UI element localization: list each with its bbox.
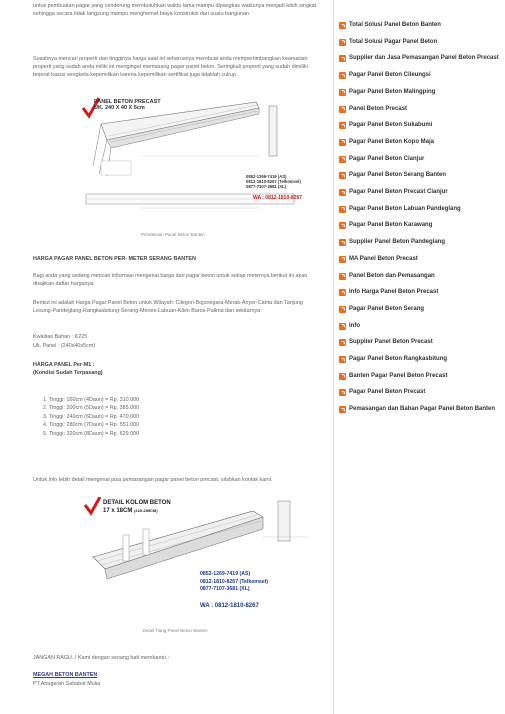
sidebar-link-label: Pagar Panel Beton Serang [349, 305, 425, 312]
harga-title: HARGA PANEL Per-M1 : [33, 362, 95, 368]
sidebar-link-label: Total Solusi Panel Beton Banten [349, 22, 441, 28]
sidebar-link-label: Supplier Panel Beton Precast [349, 339, 433, 346]
sidebar-link[interactable] [339, 89, 499, 96]
sidebar-link[interactable] [339, 389, 499, 396]
panel-beton-drawing [81, 96, 321, 226]
sidebar-link[interactable] [339, 22, 499, 29]
phone-telkomsel: 0812-1810-8267 (Telkomsel) [200, 578, 268, 585]
kolom-beton-drawing [83, 497, 313, 617]
phone-xl: 0877-7107-3681 (XL) [200, 586, 250, 592]
paragraph-wilayah: Berikut ini adalah Harga Pagar Panel Beton untuk Wilayah: Cilegon-Bojonegara-Merak-Anyer-Carita dan Tanjung Lesung-Pandeglang-Rangkasbitung-Serang-Menes-Labuan-Kibin Baros-Palima dan sekitarnya: [33, 300, 303, 314]
paragraph-info: Bagi anda yang sedang mencari informasi mengenai harga dari pagar beton untuk setiap meternya berikut ini akan disajikan daftar harganya. [33, 273, 308, 287]
sidebar-link[interactable] [339, 172, 499, 179]
sidebar-link[interactable] [339, 222, 499, 229]
blogger-icon [339, 206, 346, 213]
price-item: 5. Tinggi: 320cm (8Daun) = Rp. 629.000 [49, 430, 139, 438]
price-item: 2. Tinggi: 200cm (5Daun) = Rp. 385.000 [49, 404, 139, 412]
blogger-icon [339, 89, 346, 96]
sidebar-link-label: Supplier dan Jasa Pemasangan Panel Beton Precast [349, 55, 499, 62]
sidebar-link[interactable] [339, 72, 499, 79]
sidebar-link-label: Supplier Panel Beton Pandeglang [349, 239, 446, 246]
sidebar-link-label: Pagar Panel Beton Karawang [349, 222, 433, 229]
paragraph-cta: JANGAN RAGU..! Kami dengan senang hati membantu : [33, 655, 170, 661]
sidebar-post-list [339, 22, 499, 423]
sidebar-link[interactable] [339, 306, 499, 313]
blogger-icon [339, 139, 346, 146]
kolom-beton-figure [83, 497, 313, 617]
sidebar-link[interactable] [339, 156, 499, 163]
sidebar-link[interactable] [339, 323, 499, 330]
spec-ukuran: Uk. Panel : (240x40x5cm) [33, 343, 96, 349]
sidebar-link[interactable] [339, 106, 499, 113]
figure-title [94, 99, 161, 111]
sidebar-link-label: Panel Beton dan Pemasangan [349, 272, 435, 279]
company-subtitle: PT.Anugerah Sahabat Mulia [33, 681, 101, 687]
blogger-icon [339, 339, 346, 346]
figure2-caption: Detail Tiang Panel Beton Banten [142, 628, 208, 633]
figure2-title [103, 500, 171, 515]
checkmark-icon [85, 497, 100, 513]
blogger-icon [339, 222, 346, 229]
blogger-icon [339, 406, 346, 413]
sidebar-link-label: Pagar Panel Beton Kopo Maja [349, 138, 435, 145]
sidebar-link-label: Pagar Panel Beton Precast [349, 389, 426, 396]
phone-list [246, 174, 301, 189]
sidebar-link[interactable] [339, 55, 499, 62]
phone-list-2 [200, 571, 268, 594]
price-list [33, 396, 139, 438]
blogger-icon [339, 373, 346, 380]
whatsapp-number: WA : 0812-1810-8267 [253, 195, 303, 201]
blogger-icon [339, 256, 346, 263]
figure2-title-small: (220-285CM) [134, 508, 158, 513]
blogger-icon [339, 306, 346, 313]
phone-xl: 0877-7107-3681 (XL) [246, 184, 287, 189]
panel-beton-figure [81, 96, 321, 226]
blogger-icon [339, 172, 346, 179]
sidebar-link[interactable] [339, 339, 499, 346]
figure2-title-line1: DETAIL KOLOM BETON [103, 500, 171, 506]
paragraph-contact: Untuk info lebih detail mengenai jasa pemasangan pagar panel beton precast, silahkan kontak kami. [33, 477, 273, 483]
sidebar-link-label: Pagar Panel Beton Cileungsi [349, 72, 431, 79]
blogger-icon [339, 39, 346, 46]
blogger-icon [339, 122, 346, 129]
sidebar-link[interactable] [339, 239, 499, 246]
sidebar-link-label: Pagar Panel Beton Labuan Pandeglang [349, 205, 461, 212]
figure-title-line2: UK. 240 X 40 X 5cm [94, 105, 145, 111]
sidebar-link-label: Pagar Panel Beton Rangkasbitung [349, 356, 448, 363]
sidebar-link-label: Pagar Panel Beton Sukabumi [349, 122, 433, 129]
blogger-icon [339, 72, 346, 79]
figure2-title-line2: 17 x 18CM [103, 508, 133, 514]
blogger-icon [339, 273, 346, 280]
sidebar-link[interactable] [339, 373, 499, 380]
blogger-icon [339, 289, 346, 296]
spec-kwalitas: Kwalitas Bahan : K225 [33, 334, 88, 340]
sidebar-link-label: Total Solusi Pagar Panel Beton [349, 38, 438, 45]
sidebar-link[interactable] [339, 39, 499, 46]
sidebar-link-label: Info Harga Panel Beton Precast [349, 289, 439, 296]
sidebar-link-label: Banten Pagar Panel Beton Precast [349, 372, 448, 379]
sidebar-link[interactable] [339, 256, 499, 263]
sidebar-link[interactable] [339, 189, 499, 196]
sidebar-link-label: Panel Beton Precast [349, 105, 408, 112]
blogger-icon [339, 389, 346, 396]
figure-title-line1: PANEL BETON PRECAST [94, 99, 161, 105]
sidebar-link[interactable] [339, 356, 499, 363]
sidebar-link-label: Pagar Panel Beton Malingping [349, 88, 436, 95]
blogger-icon [339, 106, 346, 113]
sidebar-link-label: Pemasangan dan Bahan Pagar Panel Beton Banten [349, 406, 496, 413]
sidebar-link-label: Pagar Panel Beton Cianjur [349, 155, 425, 162]
blogger-icon [339, 55, 346, 62]
sidebar-link-label: MA Panel Beton Precast [349, 255, 418, 262]
price-item: 3. Tinggi: 240cm (6Daun) = Rp. 470.000 [49, 413, 139, 421]
blogger-icon [339, 323, 346, 330]
price-item: 1. Tinggi: 160cm (4Daun) = Rp. 310.000 [49, 396, 139, 404]
phone-as: 0852-1269-7419 (AS) [246, 174, 287, 179]
sidebar-link-label: Info [349, 322, 360, 329]
phone-as: 0852-1269-7419 (AS) [200, 571, 251, 577]
sidebar-link[interactable] [339, 289, 499, 296]
intro-paragraph: untuk pembuatan pagar yang cenderung membutuhkan waktu lama mampu dipangkas waktunya menjadi lebih singkat sehingga secara tidak langsung mampu menghemat biaya konstruksi dari suatu bangunan. [33, 3, 317, 17]
sidebar-link[interactable] [339, 206, 499, 213]
whatsapp-number-2: WA : 0812-1810-8267 [200, 603, 259, 609]
sidebar-link-label: Pagar Panel Beton Serang Banten [349, 172, 447, 179]
blogger-icon [339, 22, 346, 29]
sidebar-link[interactable] [339, 273, 499, 280]
blogger-icon [339, 356, 346, 363]
figure-caption: Pembesian Panel Beton Banten [141, 232, 205, 237]
blogger-icon [339, 239, 346, 246]
price-item: 4. Tinggi: 280cm (7Daun) = Rp. 551.000 [49, 421, 139, 429]
company-link[interactable]: MEGAH BETON BANTEN [33, 672, 98, 678]
sidebar-link[interactable] [339, 139, 499, 146]
blogger-icon [339, 156, 346, 163]
sidebar-link-label: Pagar Panel Beton Precast Cianjur [349, 189, 448, 196]
sidebar-link[interactable] [339, 406, 499, 413]
sidebar-divider [333, 0, 334, 714]
sidebar-link[interactable] [339, 122, 499, 129]
intro-paragraph-2: Susahnya mencari properti dan tingginya harga saat ini seharusnya membuat anda mempertimbangkan keamanan properti yang sudah anda miliki ini mengingat memasang pagar panel beton. Seringkali properti yang sudah dimiliki terjerat kasus sengketa kepemilikan karena kepemilikan sertifikat juga tidaklah cukup. [33, 56, 308, 78]
harga-subtitle: (Kondisi Sudah Terpasang) [33, 370, 103, 376]
section-heading: HARGA PAGAR PANEL BETON PER- METER SERANG BANTEN [33, 256, 196, 262]
phone-telkomsel: 0812-1810-8267 (Telkomsel) [246, 179, 301, 184]
blogger-icon [339, 189, 346, 196]
